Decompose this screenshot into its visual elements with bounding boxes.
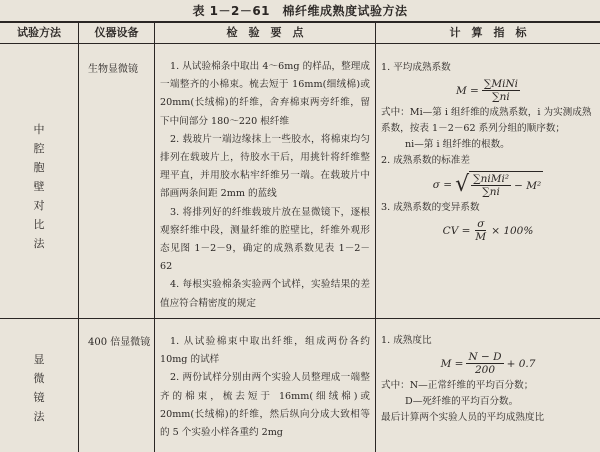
formula-mean-maturity <box>381 78 595 103</box>
formula-tail: − M² <box>514 179 542 192</box>
fraction <box>471 173 511 198</box>
formula-legend: ni—第 i 组纤维的根数。 <box>405 139 510 150</box>
method-cavity-wall-ratio: 中 腔 胞 壁 对 比 法 <box>33 123 45 250</box>
column-divider <box>78 21 79 452</box>
denominator: ∑ni <box>482 186 500 198</box>
formula-cv <box>381 218 595 243</box>
denominator: ∑ni <box>492 91 510 103</box>
calc-note: 最后计算两个实验人员的平均成熟度比 <box>381 412 545 423</box>
formula-std-dev <box>381 171 595 198</box>
procedure-step: 2. 载玻片一端边缘抹上一些胶水，将棉束均匀排列在载玻片上，待胶水干后，用挑针将纤维整理平直，并用胶水粘牢纤维另一端。在载玻片中部画两条间距 2mm 的蓝线 <box>160 133 370 200</box>
denominator: M <box>475 231 487 243</box>
row-divider <box>0 318 600 319</box>
header-rule <box>0 43 600 44</box>
formula-tail: + 0.7 <box>506 357 536 370</box>
column-divider <box>154 21 155 452</box>
formula-lhs: M = <box>440 357 464 370</box>
column-divider <box>375 21 376 452</box>
denominator: 200 <box>474 364 496 376</box>
procedure-step: 1. 从试验棉束中取出纤维，组成两份各约 10mg 的试样 <box>160 336 370 366</box>
radicand <box>469 171 543 198</box>
procedure-step: 3. 将排列好的纤维载玻片放在显微镜下，逐根观察纤维中段，测量纤维的腔壁比，纤维外观形态见图 1－2－9，确定的成熟系数见表 1－2－62 <box>160 206 370 273</box>
fraction <box>482 78 520 103</box>
numerator: ∑niMi² <box>473 173 510 185</box>
formula-lhs: CV = <box>442 224 471 237</box>
procedure-step: 4. 每根实验棉条实验两个试样，实验结果的差值应符合精密度的规定 <box>160 279 370 309</box>
header-points: 检 验 要 点 <box>226 26 304 39</box>
formula-lhs: σ = <box>432 178 453 191</box>
formula-lhs: M = <box>455 84 479 97</box>
instrument-400x-microscope: 400 倍显微镜 <box>88 337 151 348</box>
square-root <box>455 171 543 198</box>
header-instrument: 仪器设备 <box>94 26 139 39</box>
fraction <box>466 351 503 376</box>
calc-item: 1. 平均成熟系数 <box>381 62 451 73</box>
calc-item: 1. 成熟度比 <box>381 335 432 346</box>
calc-item: 3. 成熟系数的变异系数 <box>381 202 480 213</box>
table-title: 表 1－2－61 棉纤维成熟度试验方法 <box>192 4 408 18</box>
procedure-step: 1. 从试验棉条中取出 4～6mg 的样品，整理成一端整齐的小棉束。梳去短于 16mm(细绒棉)或 20mm(长绒棉)的纤维，舍弃棉束两旁纤维，留下中间部分 180～220 根纤维 <box>160 61 370 127</box>
numerator: N − D <box>468 351 502 363</box>
calc-indicators <box>381 60 595 245</box>
formula-legend: 式中：Mi—第 i 组纤维的成熟系数，i 为实测成熟系数，按表 1－2－62 系列分组的顺序数； <box>381 107 592 134</box>
formula-tail: × 100% <box>491 224 534 237</box>
formula-legend: 式中：N—正常纤维的平均百分数； <box>381 380 534 391</box>
calc-indicators <box>381 333 595 426</box>
procedure-list <box>160 333 370 442</box>
method-microscope: 显 微 镜 法 <box>33 353 45 423</box>
fraction <box>473 218 488 243</box>
procedure-step: 2. 两份试样分别由两个实验人员整理成一端整齐的棉束，梳去短于 16mm(细绒棉)或 20mm(长绒棉)的纤维，然后纵向分成大致相等的 5 个实验小样各重约 2mg <box>160 372 370 439</box>
numerator: ∑MiNi <box>483 78 519 90</box>
header-method: 试验方法 <box>17 26 61 39</box>
instrument-biological-microscope: 生物显微镜 <box>88 64 138 75</box>
procedure-list <box>160 58 370 313</box>
numerator: σ <box>477 218 485 230</box>
formula-legend: D—死纤维的平均百分数。 <box>405 396 519 407</box>
header-calc: 计 算 指 标 <box>449 26 527 39</box>
formula-maturity-ratio <box>381 351 595 376</box>
radical-sign: √ <box>455 171 470 197</box>
calc-item: 2. 成熟系数的标准差 <box>381 155 470 166</box>
